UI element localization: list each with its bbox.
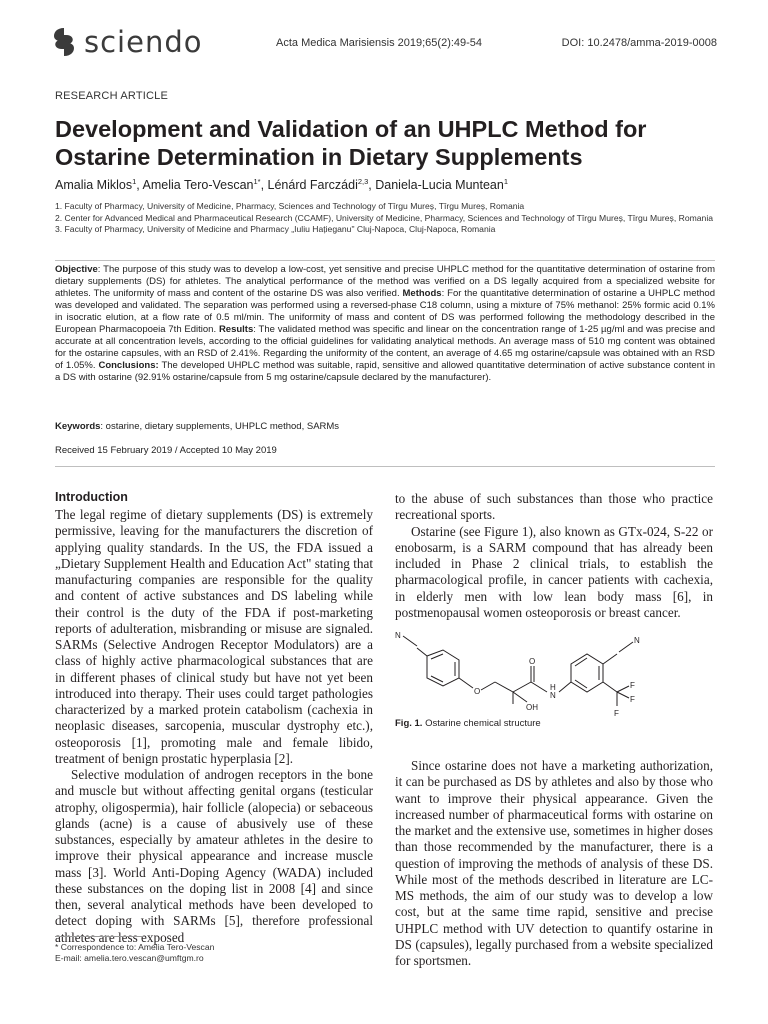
abstract — [55, 264, 715, 384]
abstract-conclusions: The developed UHPLC method was suitable, rapid, sensitive and allowed quantitative determination of active substance content in a DS with ostarine (92.91% ostarine/capsule from 5 mg ostarine/capsule declared by the manufacturer). — [55, 360, 716, 384]
abstract-methods: : For the quantitative determination of ostarine a UHPLC method was developed and validated. The separation was performed using a reversed-phase C18 column, using a mixture of 75% methanol: 25% formic acid 0.1% in isocratic elution, at a flow rate of 0.5 ml/min. The uniformity of mass and content of DS was performed following the methodology described in the European Pharmacopoeia 7th Edition. — [55, 288, 715, 336]
ostarine-structure-figure — [395, 626, 715, 718]
atom-label: F — [630, 681, 635, 690]
doi-link[interactable]: DOI: 10.2478/amma-2019-0008 — [561, 37, 717, 49]
body-paragraph: to the abuse of such substances than those who practice recreational sports. — [395, 491, 713, 523]
author-name[interactable]: Amelia Tero-Vescan — [142, 178, 254, 193]
correspondence-note: * Correspondence to: Amelia Tero-Vescan — [55, 942, 215, 952]
figure-caption-text: Ostarine chemical structure — [422, 718, 541, 729]
affiliations — [55, 201, 715, 236]
keywords-list: : ostarine, dietary supplements, UHPLC method, SARMs — [100, 421, 340, 432]
abstract-results-label: Results — [218, 324, 254, 336]
abstract-methods-label: Methods — [402, 288, 442, 300]
atom-label: F — [614, 709, 619, 718]
divider — [55, 466, 715, 467]
author-name[interactable]: Daniela-Lucia Muntean — [375, 178, 504, 193]
figure-label: Fig. 1. — [395, 718, 423, 729]
affiliation: 2. Center for Advanced Medical and Pharmaceutical Research (CCAMF), University of Medicine, Pharmacy, Sciences and Technology of Tîrgu Mureș, Tîrgu Mureș, Romania — [55, 212, 714, 223]
divider — [55, 260, 715, 261]
body-column-right-continued — [395, 758, 713, 969]
atom-label: O — [529, 657, 536, 666]
abstract-results: : The validated method was specific and linear on the concentration range of 1-25 µg/ml and was precise and accurate at all concentration levels, according to the official guidelines for validating analytical methods. An average mass of 510 mg content was obtained for the ostarine capsules, with an RSD of 2.41%. Regarding the uniformity of the content, an average of 4.65 mg ostarine/capsule was obtained with an RSD of 1.05%. — [55, 324, 715, 372]
affiliation: 3. Faculty of Pharmacy, University of Medicine and Pharmacy „Iuliu Hațieganu" Cluj-Napoca, Cluj-Napoca, Romania — [55, 224, 496, 234]
author-affiliation-mark: 2,3 — [357, 177, 369, 186]
body-column-left — [55, 507, 373, 946]
footnote-divider — [55, 936, 145, 937]
footnote — [55, 942, 214, 964]
author-affiliation-mark: 1 — [132, 177, 137, 186]
atom-label: F — [630, 695, 635, 704]
logo-wordmark: sciendo — [84, 25, 203, 59]
abstract-conclusions-label: Conclusions: — [98, 360, 159, 372]
figure-caption — [395, 718, 541, 729]
journal-citation: Acta Medica Marisiensis 2019;65(2):49-54 — [276, 37, 483, 49]
keywords-label: Keywords — [55, 421, 101, 432]
author-affiliation-mark: 1 — [503, 177, 508, 186]
keywords — [55, 421, 339, 432]
article-title: Development and Validation of an UHPLC Method for Ostarine Determination in Dietary Supplements — [55, 116, 647, 170]
abstract-objective-label: Objective — [55, 264, 98, 275]
body-paragraph: Since ostarine does not have a marketing authorization, it can be purchased as DS by athletes and also by those who want to improve their physical appearance. Given the increased number of pharmaceutical forms with ostarine on the market and the extensive use, sometimes in higher doses than those recommended by the manufacturer, there is a question of improving the methods of analysis of these DS. While most of the methods described in literature are LC-MS methods, the aim of our study was to develop a low cost, but at the same time rapid, sensitive and precise UHPLC method with UV detection to quantify ostarine in DS (capsules), legally purchased from a website specialized for sportsmen. — [395, 758, 713, 968]
abstract-objective: : The purpose of this study was to develop a low-cost, yet sensitive and precise UHPLC method for the quantitative determination of ostarine from dietary supplements (DS) for athletes. The analytical performance of the method was verified on a DS legally acquired from a specialized website for athletes. The uniformity of mass and content of the ostarine DS was also verified. — [55, 264, 715, 300]
sciendo-logo-icon — [52, 26, 76, 58]
atom-label: N — [395, 631, 401, 640]
author-name[interactable]: Amalia Miklos — [55, 178, 133, 193]
body-column-right — [395, 491, 713, 621]
atom-label: N — [634, 636, 640, 645]
atom-label: H — [550, 683, 556, 692]
author-affiliation-mark: 1* — [253, 177, 261, 186]
atom-label: N — [550, 691, 556, 700]
body-paragraph: The legal regime of dietary supplements (DS) is extremely permissive, leaving for the manufacturers the discretion of applying quality standards. In the US, the FDA issued a „Dietary Supplement Health and Education Act" stating that manufacturing companies are responsible for the quality and content of active substances and DS labeling while their control is the duty of the FDA if post-marketing reports of adulteration, misbranding or misuse are signaled. SARMs (Selective Androgen Receptor Modulators) are a class of highly active pharmacological substances that are in different phases of clinical study but have not yet been introduced into therapy. Their uses could target pathologies characterized by a marked protein catabolism (cachexia in neoplasic diseases, sarcopenia, muscular dystrophy etc.), osteoporosis [1], promoting male and female libido, treatment of benign prostatic hyperplasia [2]. — [55, 507, 373, 766]
correspondence-email[interactable]: E-mail: amelia.tero.vescan@umftgm.ro — [55, 953, 204, 963]
atom-label: OH — [526, 703, 538, 712]
article-type: RESEARCH ARTICLE — [55, 90, 169, 102]
affiliation: 1. Faculty of Pharmacy, University of Medicine, Pharmacy, Sciences and Technology of Tîrgu Mureș, Tîrgu Mureș, Romania — [55, 201, 525, 211]
received-dates: Received 15 February 2019 / Accepted 10 May 2019 — [55, 445, 277, 456]
author-name[interactable]: Lénárd Farczádi — [267, 178, 358, 193]
publisher-logo[interactable] — [52, 26, 202, 58]
atom-label: O — [474, 687, 481, 696]
journal-header — [52, 26, 717, 60]
author-list: Amalia Miklos$^1$, Amelia Tero-Vescan$^{1*}$, Lénárd Farczádi$^{2,3}$, Daniela-Lucia Muntean$^1$ — [55, 177, 508, 193]
section-heading-introduction: Introduction — [55, 490, 128, 504]
body-paragraph: Ostarine (see Figure 1), also known as GTx-024, S-22 or enobosarm, is a SARM compound that has already been included in Phase 2 clinical trials, to establish the pharmacological profile, in cancer patients with cachexia, in elderly men with low lean body mass [6], in postmenopausal women osteoporosis or breast cancer. — [395, 523, 713, 620]
body-paragraph: Selective modulation of androgen receptors in the bone and muscle but without affecting genital organs (testicular atrophy, oligospermia), hair follicle (alopecia) or sebaceous glands (acne) is a cause of abusively use of these substances, especially by amateur athletes in the desire to improve their physical appearance and increase muscle mass [3]. World Anti-Doping Agency (WADA) included these substances on the doping list in 2008 [4] and since then, several analytical methods have been developed to detect doping with SARMs [5], therefore professional athletes are less exposed — [55, 767, 373, 945]
